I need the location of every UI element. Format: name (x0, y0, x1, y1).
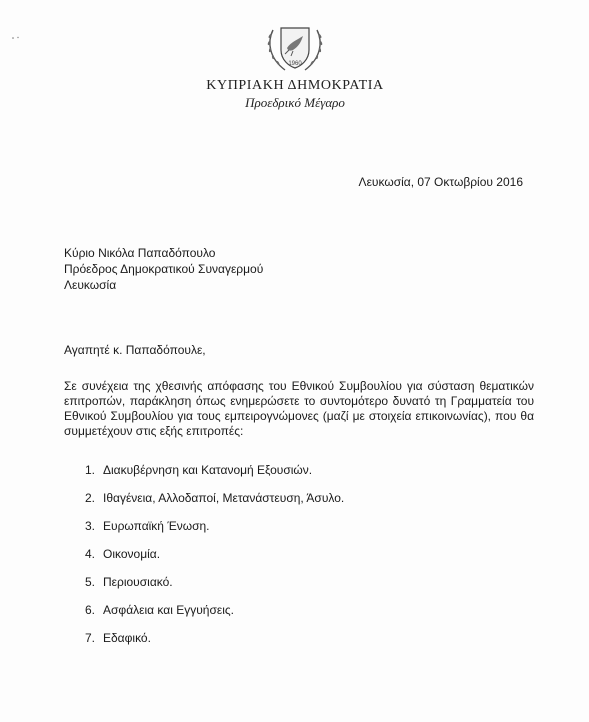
list-item (85, 575, 344, 603)
list-item (85, 631, 344, 659)
list-item (85, 519, 344, 547)
list-item-label: Οικονομία. (103, 547, 161, 561)
list-item-label: Περιουσιακό. (103, 575, 173, 589)
recipient-city: Λευκωσία (64, 278, 117, 292)
recipient-name: Κύριο Νικόλα Παπαδόπουλο (64, 246, 216, 260)
header-subtitle: Προεδρικό Μέγαρο (245, 95, 345, 110)
svg-text:1960: 1960 (288, 61, 302, 67)
body-paragraph: Σε συνέχεια της χθεσινής απόφασης του Εθνικού Συμβουλίου για σύσταση θεματικών επιτροπών, παράκληση όπως ενημερώσετε το συντομότερο δυνατό τη Γραμματεία του Εθνικού Συμβουλίου για τους εμπειρογνώμονες (μαζί με στοιχεία επικοινωνίας), που θα συμμετέχουν στις εξής επιτροπές: (64, 379, 534, 438)
list-item (85, 603, 344, 631)
salutation: Αγαπητέ κ. Παπαδόπουλε, (64, 343, 206, 357)
recipient-address (64, 245, 263, 293)
recipient-title: Πρόεδρος Δημοκρατικού Συναγερμού (64, 262, 264, 276)
list-item (85, 491, 344, 519)
committee-list (85, 463, 344, 659)
list-item-label: Εδαφικό. (103, 631, 151, 645)
list-item-number: 7. (85, 631, 96, 645)
letter-date: Λευκωσία, 07 Οκτωβρίου 2016 (358, 175, 523, 189)
list-item-number: 1. (85, 463, 96, 477)
list-item-label: Ευρωπαϊκή Ένωση. (103, 519, 210, 533)
list-item-label: Διακυβέρνηση και Κατανομή Εξουσιών. (103, 463, 313, 477)
list-item-number: 6. (85, 603, 96, 617)
cyprus-coat-of-arms-icon (263, 20, 327, 76)
header-title: ΚΥΠΡΙΑΚΗ ΔΗΜΟΚΡΑΤΙΑ (206, 78, 384, 93)
list-item-number: 2. (85, 491, 96, 505)
list-item (85, 547, 344, 575)
list-item-label: Ασφάλεια και Εγγυήσεις. (103, 603, 234, 617)
list-item-number: 3. (85, 519, 96, 533)
list-item (85, 463, 344, 491)
list-item-label: Ιθαγένεια, Αλλοδαποί, Μετανάστευση, Άσυλο. (103, 491, 345, 505)
list-item-number: 5. (85, 575, 96, 589)
scan-speck (11, 36, 21, 40)
list-item-number: 4. (85, 547, 96, 561)
